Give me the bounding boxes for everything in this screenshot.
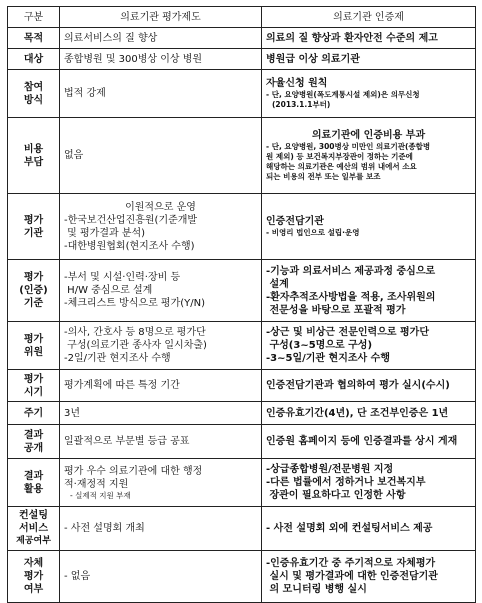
table-row (8, 118, 476, 194)
header-category: 구분 (8, 7, 60, 28)
cell-evaluation: -의사, 간호사 등 8명으로 평가단 구성(의료기관 종사자 일시차출) -2일/기관 현지조사 수행 (60, 322, 262, 370)
table-row (8, 49, 476, 70)
row-label: 평가 시기 (8, 370, 60, 402)
row-label: 자체 평가 여부 (8, 551, 60, 603)
cell-evaluation: -부서 및 시설·인력·장비 등 H/W 중심으로 설계 -체크리스트 방식으로 평가(Y/N) (60, 260, 262, 322)
cell-evaluation: 이원적으로 운영 -한국보건산업진흥원(기준개발 및 평가결과 분석) -대한병원협회(현지조사 수행) (60, 194, 262, 260)
table-row (8, 507, 476, 551)
table-row (8, 551, 476, 603)
row-label: 평가 (인증) 기준 (8, 260, 60, 322)
cell-accreditation: - 사전 설명회 외에 컨설팅서비스 제공 (262, 507, 476, 551)
table-row (8, 425, 476, 459)
row-label: 컨설팅 서비스 제공여부 (8, 507, 60, 551)
table-row (8, 194, 476, 260)
cell-accreditation: -인증유효기간 중 주기적으로 자체평가 실시 및 평가결과에 대한 인증전담기관 의 모니터링 병행 실시 (262, 551, 476, 603)
cell-evaluation: 평가 우수 의료기관에 대한 행정 적·재정적 지원 - 실제적 지원 부재 (60, 459, 262, 507)
table-row (8, 322, 476, 370)
header-evaluation-system: 의료기관 평가제도 (60, 7, 262, 28)
table-row (8, 70, 476, 118)
cell-accreditation: 인증전담기관과 협의하여 평가 실시(수시) (262, 370, 476, 402)
cell-evaluation: 의료서비스의 질 향상 (60, 28, 262, 49)
row-label: 결과 공개 (8, 425, 60, 459)
row-label: 목적 (8, 28, 60, 49)
row-label: 평가 기관 (8, 194, 60, 260)
cell-evaluation: 종합병원 및 300병상 이상 병원 (60, 49, 262, 70)
cell-accreditation: 인증유효기간(4년), 단 조건부인증은 1년 (262, 402, 476, 425)
cell-accreditation: 의료의 질 향상과 환자안전 수준의 제고 (262, 28, 476, 49)
row-label: 대상 (8, 49, 60, 70)
cell-evaluation: - 사전 설명회 개최 (60, 507, 262, 551)
table-header-row (8, 7, 476, 28)
table-row (8, 402, 476, 425)
table-row (8, 370, 476, 402)
cell-evaluation: 3년 (60, 402, 262, 425)
cell-accreditation: 의료기관에 인증비용 부과 - 단, 요양병원, 300병상 미만인 의료기관(종합병 원 제외) 등 보건복지부장관이 정하는 기준에 해당하는 의료기관은 예산의 범위 내에서 소요 되는 비용의 전부 또는 일부를 보조 (262, 118, 476, 194)
cell-evaluation: 법적 강제 (60, 70, 262, 118)
row-label: 결과 활용 (8, 459, 60, 507)
table-row (8, 459, 476, 507)
cell-accreditation: 병원급 이상 의료기관 (262, 49, 476, 70)
cell-accreditation: 인증전담기관 - 비영리 법인으로 설립·운영 (262, 194, 476, 260)
cell-accreditation: 자율신청 원칙 - 단, 요양병원(폭도계통시설 제외)은 의무신청 (2013.1.1부터) (262, 70, 476, 118)
cell-evaluation: 평가계획에 따른 특정 기간 (60, 370, 262, 402)
cell-evaluation: - 없음 (60, 551, 262, 603)
comparison-table (7, 6, 476, 603)
row-label: 평가 위원 (8, 322, 60, 370)
cell-accreditation: -상근 및 비상근 전문인력으로 평가단 구성(3~5명으로 구성) -3~5일/기관 현지조사 수행 (262, 322, 476, 370)
row-label: 참여 방식 (8, 70, 60, 118)
table-row (8, 28, 476, 49)
header-accreditation-system: 의료기관 인증제 (262, 7, 476, 28)
cell-accreditation: -상급종합병원/전문병원 지정 -다른 법률에서 정하거나 보건복지부 장관이 필요하다고 인정한 사항 (262, 459, 476, 507)
row-label: 주기 (8, 402, 60, 425)
cell-accreditation: -기능과 의료서비스 제공과정 중심으로 설계 -환자추적조사방법을 적용, 조사위원의 전문성을 바탕으로 포괄적 평가 (262, 260, 476, 322)
table-row (8, 260, 476, 322)
cell-evaluation: 없음 (60, 118, 262, 194)
cell-accreditation: 인증원 홈페이지 등에 인증결과를 상시 게재 (262, 425, 476, 459)
cell-evaluation: 일괄적으로 부문별 등급 공표 (60, 425, 262, 459)
row-label: 비용 부담 (8, 118, 60, 194)
